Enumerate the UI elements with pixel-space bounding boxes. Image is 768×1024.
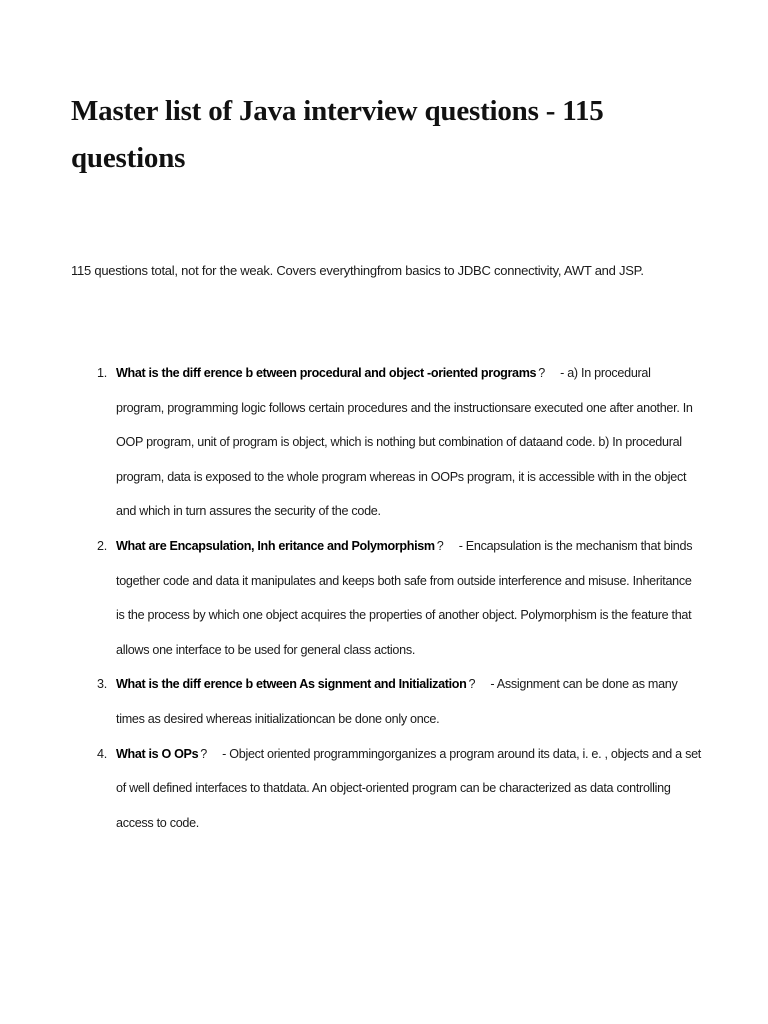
question-mark: ? (436, 538, 444, 553)
question-number: 1. (97, 366, 107, 380)
intro-paragraph: 115 questions total, not for the weak. Covers everythingfrom basics to JDBC connectivity, AWT and JSP. (71, 263, 644, 278)
question-item (71, 356, 701, 529)
answer-text: - Object oriented programmingorganizes a program around its data, i. e. , objects and a set of well defined interfaces to thatdata. An object-oriented program can be characterized as data controlling access to code. (116, 746, 701, 830)
question-text: What is O OPs (116, 746, 199, 761)
question-number: 2. (97, 538, 107, 553)
question-item (71, 737, 701, 841)
answer-text: - a) In procedural program, programming logic follows certain procedures and the instructionsare executed one after another. In OOP program, unit of program is object, which is nothing but combination of dataand code. b) In procedural program, data is exposed to the whole program whereas in OOPs program, it is accessible with in the object and which in turn assures the security of the code. (116, 366, 693, 519)
question-text: What is the diff erence b etween procedural and object -oriented programs (116, 366, 537, 380)
question-item (71, 529, 701, 667)
question-text: What are Encapsulation, Inh eritance and Polymorphism (116, 538, 435, 553)
question-list (71, 356, 701, 840)
question-number: 4. (97, 746, 107, 761)
question-text: What is the diff erence b etween As signment and Initialization (116, 677, 467, 692)
answer-text: - Encapsulation is the mechanism that binds together code and data it manipulates and keeps both safe from outside interference and misuse. Inheritance is the process by which one object acquires the properties of another object. Polymorphism is the feature that allows one interface to be used for general class actions. (116, 538, 693, 657)
answer-text: - Assignment can be done as many times as desired whereas initializationcan be done only once. (116, 677, 678, 726)
question-mark: ? (200, 746, 207, 761)
question-mark: ? (468, 677, 476, 692)
question-mark: ? (538, 366, 545, 380)
document-title: Master list of Java interview questions - 115 questions (71, 95, 604, 174)
question-item (71, 667, 701, 736)
question-number: 3. (97, 677, 107, 692)
